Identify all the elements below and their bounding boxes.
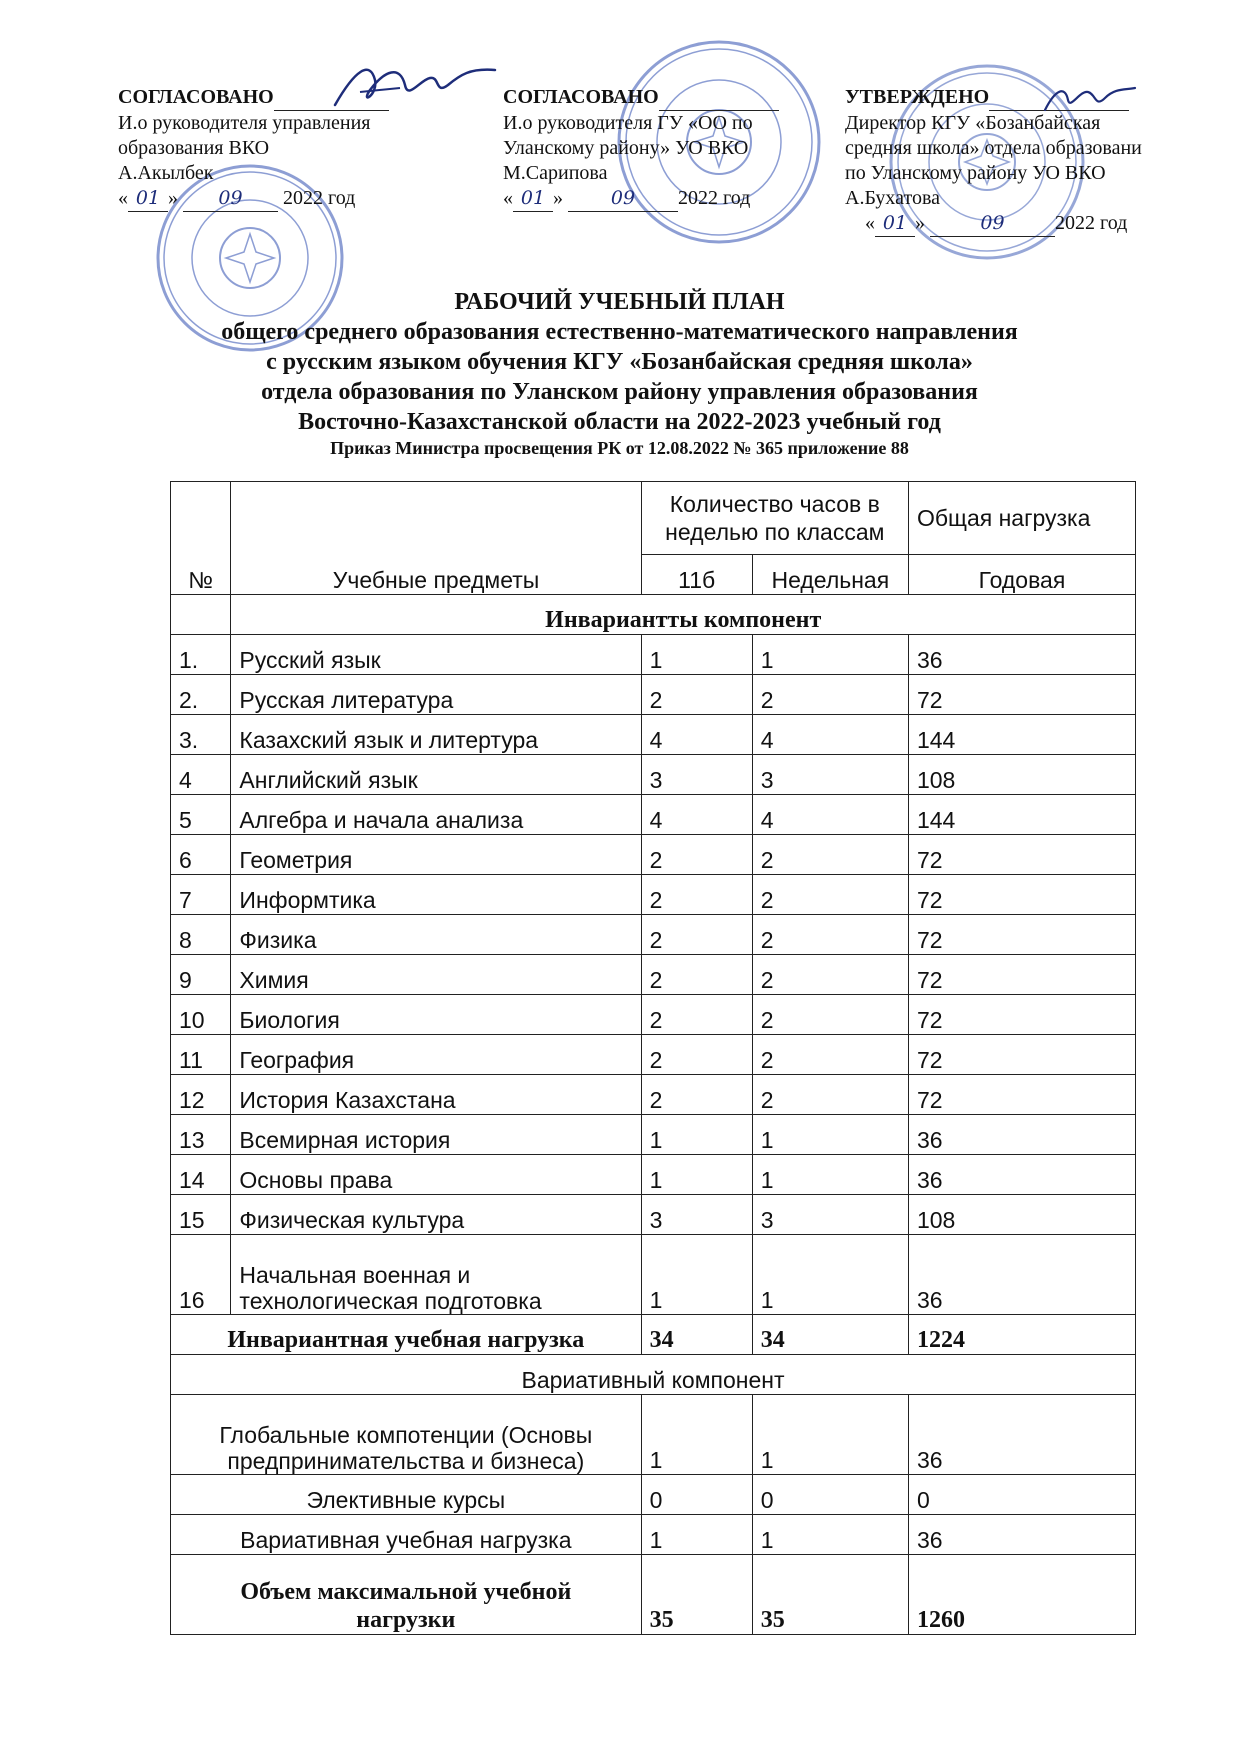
header-weekly: Недельная: [752, 555, 908, 595]
row-weekly: 3: [752, 1195, 908, 1235]
row-subject: Физика: [231, 915, 641, 955]
row-yearly: 108: [908, 755, 1135, 795]
date-day: 01: [128, 186, 168, 212]
table-row: [171, 1235, 1136, 1315]
elective-row: [171, 1475, 1136, 1515]
max-total-row: [171, 1555, 1136, 1635]
approval-middle-heading: СОГЛАСОВАНО: [503, 86, 659, 108]
variative-total-weekly: 1: [752, 1515, 908, 1555]
row-num: 15: [171, 1195, 231, 1235]
title-line-2: общего среднего образования естественно-математического направления: [221, 319, 1018, 345]
row-yearly: 36: [908, 1155, 1135, 1195]
row-yearly: 72: [908, 955, 1135, 995]
row-weekly: 2: [752, 675, 908, 715]
row-class-hours: 2: [641, 675, 752, 715]
row-class-hours: 2: [641, 955, 752, 995]
invariant-total-row: [171, 1315, 1136, 1355]
order-reference: Приказ Министра просвещения РК от 12.08.2022 № 365 приложение 88: [330, 438, 909, 458]
title-line-3: с русским языком обучения КГУ «Бозанбайская средняя школа»: [266, 349, 973, 375]
date-day: 01: [513, 186, 553, 212]
date-month: 09: [568, 186, 678, 212]
row-num: 7: [171, 875, 231, 915]
approval-right-line-1: Директор КГУ «Бозанбайская: [845, 112, 1101, 134]
title-line-4: отдела образования по Уланском району управления образования: [261, 379, 978, 405]
row-class-hours: 4: [641, 795, 752, 835]
row-num: 13: [171, 1115, 231, 1155]
approval-right-line-3: по Уланскому району УО ВКО: [845, 162, 1106, 184]
row-class-hours: 2: [641, 1035, 752, 1075]
max-total-yearly: 1260: [908, 1555, 1135, 1635]
global-competence-label: Глобальные компотенции (Основы предпринимательства и бизнеса): [171, 1395, 642, 1475]
row-class-hours: 1: [641, 1115, 752, 1155]
row-num: 4: [171, 755, 231, 795]
row-class-hours: 1: [641, 1235, 752, 1315]
approval-left-heading: СОГЛАСОВАНО: [118, 86, 274, 108]
row-num: 16: [171, 1235, 231, 1315]
elective-weekly: 0: [752, 1475, 908, 1515]
table-row: [171, 1035, 1136, 1075]
invariant-section-row: [171, 595, 1136, 635]
row-class-hours: 2: [641, 1075, 752, 1115]
row-subject: Геометрия: [231, 835, 641, 875]
row-num: 5: [171, 795, 231, 835]
row-yearly: 36: [908, 1115, 1135, 1155]
row-num: 2.: [171, 675, 231, 715]
row-subject: Английский язык: [231, 755, 641, 795]
invariant-total-yearly: 1224: [908, 1315, 1135, 1355]
row-subject: Начальная военная и технологическая подготовка: [231, 1235, 641, 1315]
table-row: [171, 795, 1136, 835]
row-class-hours: 2: [641, 995, 752, 1035]
signature-line: [659, 85, 779, 111]
header-hours-group: Количество часов в неделью по классам: [641, 482, 908, 555]
row-weekly: 2: [752, 915, 908, 955]
title-line-1: РАБОЧИЙ УЧЕБНЫЙ ПЛАН: [454, 289, 785, 315]
row-subject: География: [231, 1035, 641, 1075]
row-yearly: 72: [908, 915, 1135, 955]
elective-yearly: 0: [908, 1475, 1135, 1515]
row-subject: Всемирная история: [231, 1115, 641, 1155]
global-yearly: 36: [908, 1395, 1135, 1475]
row-subject: Физическая культура: [231, 1195, 641, 1235]
date-month: 09: [930, 211, 1055, 237]
row-num: 3.: [171, 715, 231, 755]
invariant-total-label: Инвариантная учебная нагрузка: [171, 1315, 642, 1355]
row-num: 8: [171, 915, 231, 955]
approval-middle-date: « 01 » 09 2022 год: [503, 186, 843, 212]
approval-right-line-2: средняя школа» отдела образовани: [845, 137, 1142, 159]
row-yearly: 72: [908, 1035, 1135, 1075]
row-subject: Алгебра и начала анализа: [231, 795, 641, 835]
variative-section-row: [171, 1355, 1136, 1395]
table-row: [171, 755, 1136, 795]
approval-left-line-2: образования ВКО: [118, 137, 270, 159]
curriculum-table: [170, 481, 1136, 1635]
row-class-hours: 4: [641, 715, 752, 755]
header-yearly: Годовая: [908, 555, 1135, 595]
row-weekly: 1: [752, 1115, 908, 1155]
row-weekly: 2: [752, 995, 908, 1035]
variative-total-row: [171, 1515, 1136, 1555]
invariant-section-title: Инвариантты компонент: [231, 595, 1136, 635]
approval-right-line-4: А.Бухатова: [845, 187, 941, 209]
variative-total-class: 1: [641, 1515, 752, 1555]
table-row: [171, 875, 1136, 915]
row-num: 12: [171, 1075, 231, 1115]
row-subject: История Казахстана: [231, 1075, 641, 1115]
row-weekly: 1: [752, 1235, 908, 1315]
subject-rows: [171, 635, 1136, 1235]
row-yearly: 36: [908, 1235, 1135, 1315]
approval-left-line-1: И.о руководителя управления: [118, 112, 371, 134]
row-class-hours: 2: [641, 875, 752, 915]
header-num: №: [171, 482, 231, 595]
row-subject: Основы права: [231, 1155, 641, 1195]
table-row: [171, 1075, 1136, 1115]
table-row: [171, 1195, 1136, 1235]
row-subject: Русский язык: [231, 635, 641, 675]
date-month: 09: [183, 186, 278, 212]
row-class-hours: 1: [641, 1155, 752, 1195]
row-num: 10: [171, 995, 231, 1035]
row-yearly: 72: [908, 995, 1135, 1035]
table-row: [171, 675, 1136, 715]
invariant-total-class: 34: [641, 1315, 752, 1355]
header-load-group: Общая нагрузка: [908, 482, 1135, 555]
row-subject: Биология: [231, 995, 641, 1035]
table-row: [171, 1155, 1136, 1195]
row-weekly: 2: [752, 1075, 908, 1115]
row-yearly: 108: [908, 1195, 1135, 1235]
row-yearly: 72: [908, 1075, 1135, 1115]
table-row: [171, 715, 1136, 755]
row-yearly: 72: [908, 835, 1135, 875]
global-weekly: 1: [752, 1395, 908, 1475]
row-yearly: 144: [908, 715, 1135, 755]
approval-middle: [503, 85, 843, 212]
max-total-class: 35: [641, 1555, 752, 1635]
row-num: 14: [171, 1155, 231, 1195]
approval-middle-line-3: М.Сарипова: [503, 162, 608, 184]
row-weekly: 1: [752, 1155, 908, 1195]
table-row: [171, 1115, 1136, 1155]
title-line-5: Восточно-Казахстанской области на 2022-2023 учебный год: [298, 409, 941, 435]
row-class-hours: 3: [641, 1195, 752, 1235]
global-class: 1: [641, 1395, 752, 1475]
max-total-label: Объем максимальной учебной нагрузки: [171, 1555, 642, 1635]
approval-left-date: « 01 » 09 2022 год: [118, 186, 448, 212]
variative-total-label: Вариативная учебная нагрузка: [171, 1515, 642, 1555]
approval-left-line-3: А.Акылбек: [118, 162, 214, 184]
empty-cell: [171, 595, 231, 635]
approval-middle-line-1: И.о руководителя ГУ «ОО по: [503, 112, 753, 134]
row-weekly: 2: [752, 875, 908, 915]
row-class-hours: 1: [641, 635, 752, 675]
signature-left: [330, 50, 500, 120]
row-yearly: 144: [908, 795, 1135, 835]
row-subject: Химия: [231, 955, 641, 995]
row-num: 6: [171, 835, 231, 875]
signature-right: [1040, 80, 1140, 120]
table-row: [171, 635, 1136, 675]
row-subject: Русская литература: [231, 675, 641, 715]
approval-right-heading: УТВЕРЖДЕНО: [845, 86, 990, 108]
approval-middle-line-2: Уланскому району» УО ВКО: [503, 137, 749, 159]
row-class-hours: 3: [641, 755, 752, 795]
row-num: 9: [171, 955, 231, 995]
max-total-weekly: 35: [752, 1555, 908, 1635]
row-weekly: 4: [752, 795, 908, 835]
table-row: [171, 915, 1136, 955]
row-yearly: 72: [908, 875, 1135, 915]
table-row: [171, 835, 1136, 875]
approval-right-date: « 01 » 09 2022 год: [845, 211, 1215, 237]
row-weekly: 2: [752, 1035, 908, 1075]
variative-total-yearly: 36: [908, 1515, 1135, 1555]
table-header-row: [171, 482, 1136, 555]
document-title: [0, 287, 1239, 459]
header-class: 11б: [641, 555, 752, 595]
elective-class: 0: [641, 1475, 752, 1515]
row-subject: Казахский язык и литертура: [231, 715, 641, 755]
approval-right: [845, 85, 1215, 237]
row-class-hours: 2: [641, 915, 752, 955]
table-row: [171, 995, 1136, 1035]
row-num: 11: [171, 1035, 231, 1075]
row-weekly: 1: [752, 635, 908, 675]
elective-label: Элективные курсы: [171, 1475, 642, 1515]
row-subject: Информтика: [231, 875, 641, 915]
invariant-total-weekly: 34: [752, 1315, 908, 1355]
row-num: 1.: [171, 635, 231, 675]
row-weekly: 4: [752, 715, 908, 755]
row-yearly: 36: [908, 635, 1135, 675]
date-day: 01: [875, 211, 915, 237]
header-subjects: Учебные предметы: [231, 482, 641, 595]
global-competence-row: [171, 1395, 1136, 1475]
row-weekly: 2: [752, 835, 908, 875]
variative-section-title: Вариативный компонент: [171, 1355, 1136, 1395]
row-yearly: 72: [908, 675, 1135, 715]
row-class-hours: 2: [641, 835, 752, 875]
table-row: [171, 955, 1136, 995]
row-weekly: 3: [752, 755, 908, 795]
row-weekly: 2: [752, 955, 908, 995]
